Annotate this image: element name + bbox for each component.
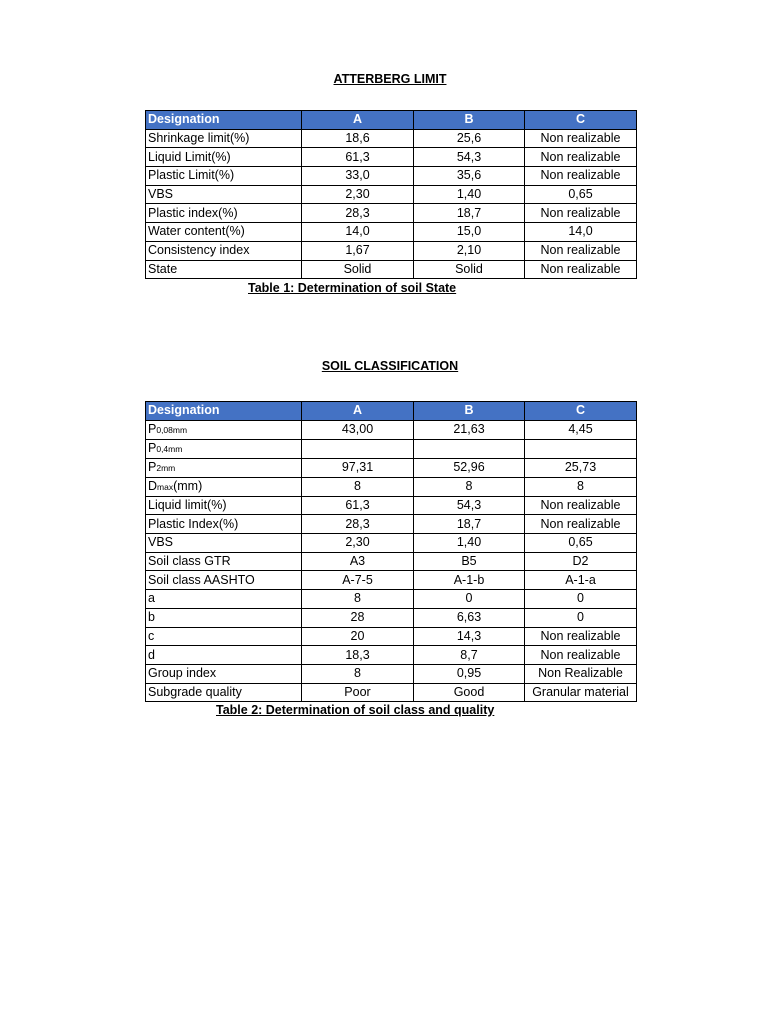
- table-cell: 54,3: [414, 148, 525, 167]
- table-row: [146, 477, 637, 496]
- symbol-unit: (mm): [173, 478, 203, 493]
- table-row: [146, 571, 637, 590]
- table-cell: [525, 439, 637, 458]
- table-cell: [302, 439, 414, 458]
- table-cell: 25,73: [525, 458, 637, 477]
- row-label: [146, 420, 302, 439]
- table-cell: 1,40: [414, 534, 525, 553]
- table-cell: Non Realizable: [525, 664, 637, 683]
- row-label: Consistency index: [146, 241, 302, 260]
- table-cell: 28,3: [302, 515, 414, 534]
- table-cell: 14,0: [525, 223, 637, 242]
- row-label: [146, 477, 302, 496]
- table-cell: 14,3: [414, 627, 525, 646]
- table-cell: 21,63: [414, 420, 525, 439]
- table-cell: Solid: [302, 260, 414, 279]
- table-cell: Non realizable: [525, 167, 637, 186]
- column-header: B: [414, 111, 525, 130]
- table-cell: Non realizable: [525, 646, 637, 665]
- row-label: [146, 458, 302, 477]
- row-label: Group index: [146, 664, 302, 683]
- table-row: [146, 534, 637, 553]
- row-label: a: [146, 590, 302, 609]
- column-header: Designation: [146, 111, 302, 130]
- table-cell: 0,95: [414, 664, 525, 683]
- table-cell: 8: [302, 477, 414, 496]
- symbol-subscript: 0,4mm: [156, 443, 183, 454]
- table-cell: 20: [302, 627, 414, 646]
- table-cell: A3: [302, 552, 414, 571]
- row-label: Plastic Limit(%): [146, 167, 302, 186]
- table-cell: 97,31: [302, 458, 414, 477]
- soil-classification-table: [145, 401, 637, 702]
- row-label: [146, 439, 302, 458]
- row-label: d: [146, 646, 302, 665]
- column-header: C: [525, 111, 637, 130]
- table-cell: 61,3: [302, 496, 414, 515]
- table-cell: 33,0: [302, 167, 414, 186]
- table-cell: 0: [525, 608, 637, 627]
- table-cell: Non realizable: [525, 129, 637, 148]
- table-cell: Solid: [414, 260, 525, 279]
- table-cell: 28,3: [302, 204, 414, 223]
- table-cell: 18,7: [414, 204, 525, 223]
- table-cell: Non realizable: [525, 515, 637, 534]
- table-row: [146, 608, 637, 627]
- table-cell: Non realizable: [525, 496, 637, 515]
- symbol-base: P: [148, 421, 157, 436]
- row-label: c: [146, 627, 302, 646]
- table-cell: 61,3: [302, 148, 414, 167]
- row-label: Subgrade quality: [146, 683, 302, 702]
- row-label: Soil class GTR: [146, 552, 302, 571]
- table-cell: 52,96: [414, 458, 525, 477]
- table-cell: Non realizable: [525, 204, 637, 223]
- table-row: [146, 552, 637, 571]
- table-row: [146, 241, 637, 260]
- table-row: [146, 627, 637, 646]
- table-row: [146, 420, 637, 439]
- row-label: Liquid Limit(%): [146, 148, 302, 167]
- table-cell: 1,67: [302, 241, 414, 260]
- table-cell: 8: [414, 477, 525, 496]
- row-label: Soil class AASHTO: [146, 571, 302, 590]
- table-cell: 0: [525, 590, 637, 609]
- column-header: A: [302, 111, 414, 130]
- table-cell: A-1-b: [414, 571, 525, 590]
- table-cell: 28: [302, 608, 414, 627]
- table-cell: Non realizable: [525, 241, 637, 260]
- symbol-base: P: [148, 459, 157, 474]
- atterberg-table: [145, 110, 637, 279]
- row-label: Plastic index(%): [146, 204, 302, 223]
- table1-caption: Table 1: Determination of soil State: [248, 281, 457, 295]
- table-cell: 2,30: [302, 534, 414, 553]
- table-cell: Non realizable: [525, 627, 637, 646]
- row-label: VBS: [146, 534, 302, 553]
- table-row: [146, 223, 637, 242]
- column-header: A: [302, 402, 414, 421]
- table-cell: 8: [302, 590, 414, 609]
- symbol-base: D: [148, 478, 158, 493]
- symbol-subscript: 2mm: [156, 462, 176, 473]
- table-cell: D2: [525, 552, 637, 571]
- table-cell: 18,7: [414, 515, 525, 534]
- row-label: b: [146, 608, 302, 627]
- table-cell: 0: [414, 590, 525, 609]
- table-row: [146, 590, 637, 609]
- table-cell: 8,7: [414, 646, 525, 665]
- table-row: [146, 439, 637, 458]
- table-row: [146, 515, 637, 534]
- table-cell: 15,0: [414, 223, 525, 242]
- column-header: B: [414, 402, 525, 421]
- table-row: [146, 204, 637, 223]
- table-row: [146, 167, 637, 186]
- column-header: Designation: [146, 402, 302, 421]
- table-cell: Good: [414, 683, 525, 702]
- row-label: VBS: [146, 185, 302, 204]
- table-cell: 18,3: [302, 646, 414, 665]
- row-label: State: [146, 260, 302, 279]
- table-row: [146, 185, 637, 204]
- table-row: [146, 260, 637, 279]
- table-row: [146, 496, 637, 515]
- symbol-subscript: max: [157, 481, 174, 492]
- row-label: Water content(%): [146, 223, 302, 242]
- table-cell: A-1-a: [525, 571, 637, 590]
- table-cell: 2,10: [414, 241, 525, 260]
- table-cell: B5: [414, 552, 525, 571]
- table-row: [146, 458, 637, 477]
- table-cell: Non realizable: [525, 260, 637, 279]
- row-label: Plastic Index(%): [146, 515, 302, 534]
- table-header-row: [146, 402, 637, 421]
- table-cell: 8: [525, 477, 637, 496]
- table-cell: A-7-5: [302, 571, 414, 590]
- table-row: [146, 148, 637, 167]
- table-cell: 14,0: [302, 223, 414, 242]
- table-cell: [414, 439, 525, 458]
- table-cell: 1,40: [414, 185, 525, 204]
- table-row: [146, 129, 637, 148]
- table-cell: Poor: [302, 683, 414, 702]
- table-cell: Non realizable: [525, 148, 637, 167]
- table-cell: 54,3: [414, 496, 525, 515]
- column-header: C: [525, 402, 637, 421]
- table2-caption: Table 2: Determination of soil class and quality: [216, 703, 495, 717]
- table-cell: 0,65: [525, 185, 637, 204]
- atterberg-title: ATTERBERG LIMIT: [333, 72, 447, 86]
- table-cell: 35,6: [414, 167, 525, 186]
- table-cell: 43,00: [302, 420, 414, 439]
- table-header-row: [146, 111, 637, 130]
- table-cell: Granular material: [525, 683, 637, 702]
- table-cell: 2,30: [302, 185, 414, 204]
- table-cell: 8: [302, 664, 414, 683]
- symbol-base: P: [148, 440, 157, 455]
- table-row: [146, 683, 637, 702]
- table-cell: 18,6: [302, 129, 414, 148]
- table-cell: 25,6: [414, 129, 525, 148]
- table-cell: 6,63: [414, 608, 525, 627]
- table-cell: 0,65: [525, 534, 637, 553]
- table-row: [146, 646, 637, 665]
- row-label: Liquid limit(%): [146, 496, 302, 515]
- table-row: [146, 664, 637, 683]
- row-label: Shrinkage limit(%): [146, 129, 302, 148]
- table-cell: 4,45: [525, 420, 637, 439]
- symbol-subscript: 0,08mm: [156, 424, 188, 435]
- soil-classification-title: SOIL CLASSIFICATION: [321, 359, 459, 373]
